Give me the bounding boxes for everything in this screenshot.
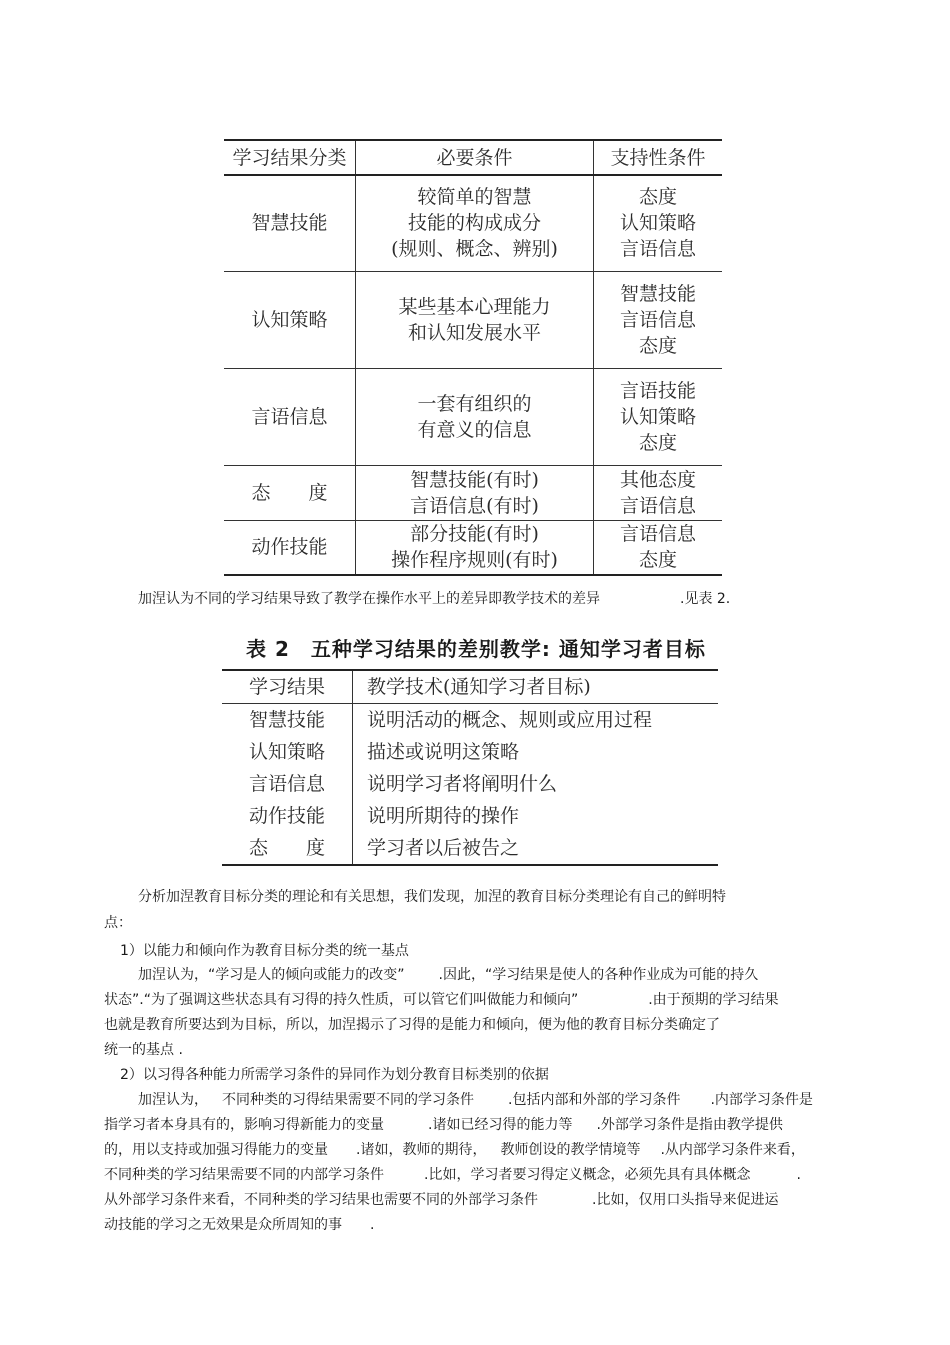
table-row <box>222 768 718 800</box>
text-run: 加涅认为，“学习是人的倾向或能力的改变” <box>138 967 405 983</box>
cell-line: 言语信息(有时) <box>410 494 539 517</box>
row-technique: 说明所期待的操作 <box>367 805 520 827</box>
text-run: 从外部学习条件来看，不同种类的学习结果也需要不同的外部学习条件 <box>104 1192 538 1208</box>
text-run: .因此，“学习结果是使人的各种作业成为可能的持久 <box>438 967 759 983</box>
table2-caption: 表 2 五种学习结果的差别教学: 通知学习者目标 <box>246 637 706 661</box>
row-necessary <box>356 520 594 575</box>
cell-line: 态度 <box>638 431 677 454</box>
table-row <box>224 465 722 520</box>
header-supportive: 支持性条件 <box>594 140 723 175</box>
row-category: 态 度 <box>224 465 356 520</box>
cell-line: 言语信息 <box>619 308 696 331</box>
section-heading-2: 2）以习得各种能力所需学习条件的异同作为划分教育目标类别的依据 <box>120 1067 549 1083</box>
header-necessary: 必要条件 <box>356 140 594 175</box>
text-run: . <box>796 1167 801 1183</box>
row-necessary <box>356 271 594 368</box>
text-run: .诸如，教师的期待， <box>356 1142 487 1158</box>
row-result: 动作技能 <box>222 800 353 832</box>
text-run: 动技能的学习之无效果是众所周知的事 <box>104 1217 342 1233</box>
table-row <box>224 271 722 368</box>
row-result: 智慧技能 <box>222 704 353 737</box>
cell-line: 认知策略 <box>619 212 696 235</box>
row-necessary <box>356 465 594 520</box>
text-run: .外部学习条件是指由教学提供 <box>596 1117 783 1133</box>
text-run: .从内部学习条件来看， <box>660 1142 805 1158</box>
row-supportive <box>594 368 723 465</box>
table-row <box>224 175 722 271</box>
row-category: 言语信息 <box>224 368 356 465</box>
row-technique: 描述或说明这策略 <box>367 741 520 763</box>
text-run: .比如，学习者要习得定义概念，必须先具有具体概念 <box>424 1167 751 1183</box>
row-result: 态 度 <box>222 832 353 865</box>
row-technique: 说明学习者将阐明什么 <box>367 773 558 795</box>
row-result: 言语信息 <box>222 768 353 800</box>
cell-line: 态度 <box>638 334 677 357</box>
text-run: . <box>370 1217 375 1233</box>
cell-line: 一套有组织的 <box>417 392 532 415</box>
para3-line6 <box>104 1216 374 1234</box>
table-row <box>222 704 718 737</box>
cell-line: 某些基本心理能力 <box>398 295 551 318</box>
table-header-row <box>224 140 722 175</box>
para3-line2 <box>104 1116 783 1134</box>
text-run: 教师创设的教学情境等 <box>500 1142 641 1158</box>
para2-line4: 统一的基点 . <box>104 1042 183 1058</box>
text-run: .内部学习条件是 <box>710 1092 813 1108</box>
intro-ref: .见表 2. <box>680 591 731 607</box>
cell-line: 认知策略 <box>619 405 696 428</box>
cell-line: 较简单的智慧 <box>417 186 532 209</box>
cell-line: 言语技能 <box>619 379 696 402</box>
para3-line4 <box>104 1166 801 1184</box>
text-run: .诸如已经习得的能力等 <box>428 1117 573 1133</box>
para2-line3: 也就是教育所要达到为目标，所以，加涅揭示了习得的是能力和倾向，便为他的教育目标分类确定了 <box>104 1017 720 1033</box>
text-run: 不同种类的习得结果需要不同的学习条件 <box>222 1092 474 1108</box>
para3-line5 <box>104 1191 778 1209</box>
cell-line: 其他态度 <box>619 468 696 491</box>
header-technique: 教学技术(通知学习者目标) <box>353 670 719 704</box>
text-run: 指学习者本身具有的，影响习得新能力的变量 <box>104 1117 384 1133</box>
table-row <box>222 832 718 865</box>
para3-line3 <box>104 1141 805 1159</box>
differential-teaching-table <box>222 669 718 866</box>
cell-line: 智慧技能(有时) <box>410 468 539 491</box>
intro-line <box>138 590 730 608</box>
row-supportive <box>594 175 723 271</box>
row-technique: 说明活动的概念、规则或应用过程 <box>367 709 653 731</box>
row-necessary <box>356 368 594 465</box>
header-result: 学习结果 <box>222 670 353 704</box>
cell-line: 言语信息 <box>619 494 696 517</box>
cell-line: 有意义的信息 <box>417 418 532 441</box>
cell-line: 态度 <box>638 549 677 572</box>
row-supportive <box>594 465 723 520</box>
cell-line: 和认知发展水平 <box>407 321 541 344</box>
cell-line: 技能的构成成分 <box>407 212 541 235</box>
row-technique: 学习者以后被告之 <box>353 832 719 865</box>
section-heading-1: 1）以能力和倾向作为教育目标分类的统一基点 <box>120 943 409 959</box>
header-category: 学习结果分类 <box>224 140 356 175</box>
row-necessary <box>356 175 594 271</box>
row-supportive <box>594 271 723 368</box>
text-run: 的，用以支持或加强习得能力的变量 <box>104 1142 328 1158</box>
row-result: 认知策略 <box>222 736 353 768</box>
para2-line2 <box>104 991 779 1009</box>
cell-line: 言语信息 <box>619 523 696 546</box>
para3-line1 <box>138 1091 813 1109</box>
text-run: 加涅认为， <box>138 1092 208 1108</box>
text-run: 状态”.“为了强调这些状态具有习得的持久性质，可以管它们叫做能力和倾向” <box>104 992 579 1008</box>
text-run: .比如，仅用口头指导来促进运 <box>592 1192 779 1208</box>
cell-line: (规则、概念、辨别) <box>391 238 558 261</box>
cell-line: 部分技能(有时) <box>410 523 539 546</box>
cell-line: 操作程序规则(有时) <box>391 549 558 572</box>
table-row <box>224 520 722 575</box>
table-row <box>222 800 718 832</box>
para2-line1 <box>138 966 758 984</box>
cell-line: 态度 <box>638 186 677 209</box>
para1-line2: 点： <box>104 915 132 931</box>
row-category: 认知策略 <box>224 271 356 368</box>
row-supportive <box>594 520 723 575</box>
learning-conditions-table <box>224 139 722 576</box>
row-category: 动作技能 <box>224 520 356 575</box>
text-run: .包括内部和外部的学习条件 <box>508 1092 681 1108</box>
para1-line1: 分析加涅教育目标分类的理论和有关思想，我们发现，加涅的教育目标分类理论有自己的鲜明特 <box>138 889 726 905</box>
table-header-row <box>222 670 718 704</box>
text-run: .由于预期的学习结果 <box>648 992 779 1008</box>
table-row <box>224 368 722 465</box>
cell-line: 言语信息 <box>619 238 696 261</box>
intro-text: 加涅认为不同的学习结果导致了教学在操作水平上的差异即教学技术的差异 <box>138 591 600 607</box>
text-run: 不同种类的学习结果需要不同的内部学习条件 <box>104 1167 384 1183</box>
table-row <box>222 736 718 768</box>
cell-line: 智慧技能 <box>619 282 696 305</box>
row-category: 智慧技能 <box>224 175 356 271</box>
